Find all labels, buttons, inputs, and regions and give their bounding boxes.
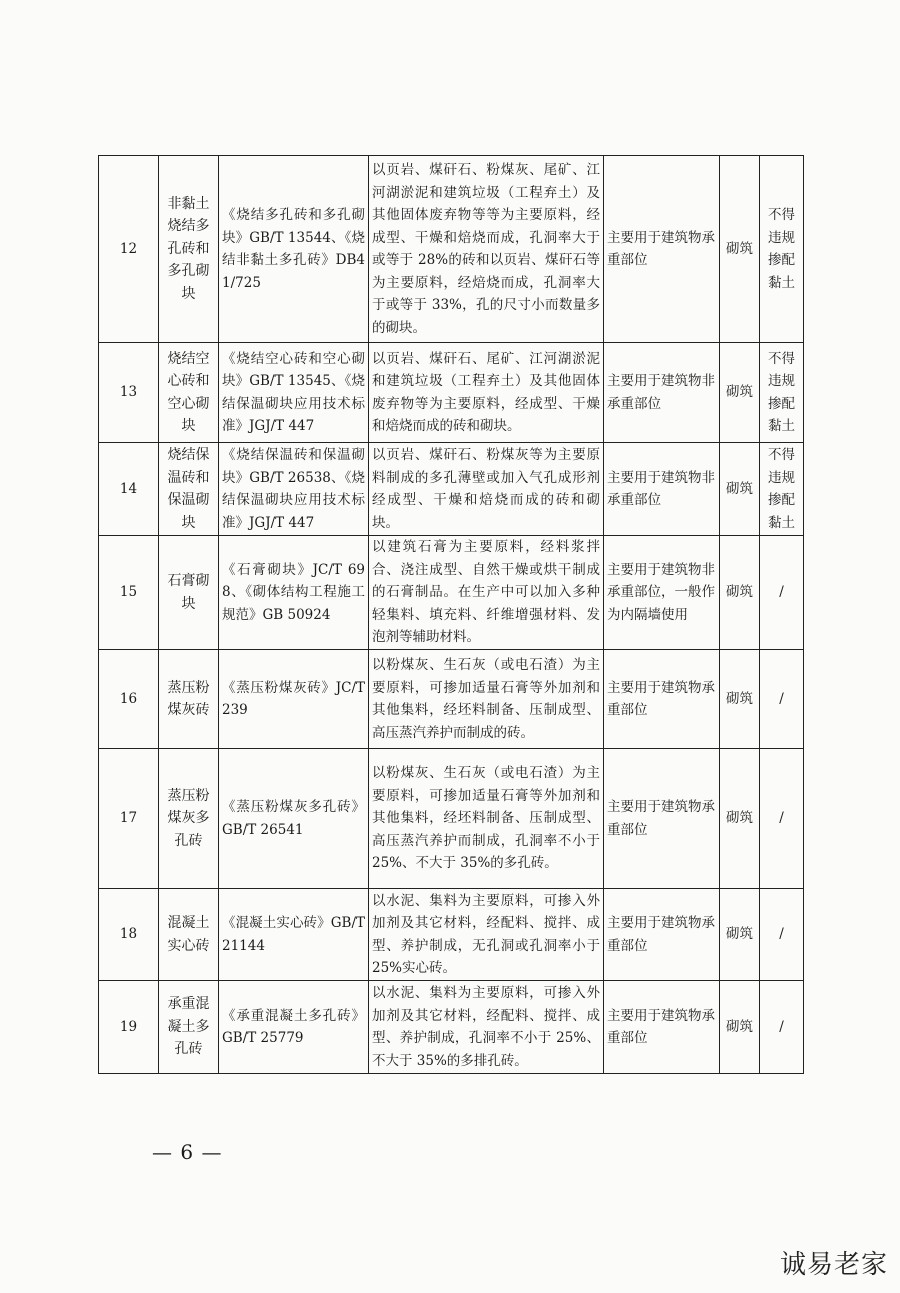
material-definition: 以页岩、煤矸石、尾矿、江河湖淤泥和建筑垃圾（工程弃土）及其他固体废弃物等为主要原料，经成型、干燥和焙烧而成的砖和砌块。 (369, 343, 604, 443)
requirement: 不得违规掺配黏土 (760, 343, 804, 443)
row-number: 19 (99, 981, 159, 1074)
usage-type: 砌筑 (720, 443, 760, 536)
material-name: 蒸压粉煤灰砖 (159, 650, 219, 749)
material-definition: 以粉煤灰、生石灰（或电石渣）为主要原料，可掺加适量石膏等外加剂和其他集料，经坯料制备、压制成型、高压蒸汽养护而制成的砖。 (369, 650, 604, 749)
watermark-text: 诚易老家 (779, 1250, 888, 1280)
usage-type: 砌筑 (720, 343, 760, 443)
application-scope: 主要用于建筑物承重部位 (604, 156, 720, 343)
row-number: 13 (99, 343, 159, 443)
table-row (99, 889, 804, 981)
material-name: 非黏土烧结多孔砖和多孔砌块 (159, 156, 219, 343)
application-scope: 主要用于建筑物承重部位 (604, 650, 720, 749)
material-name: 石膏砌块 (159, 536, 219, 650)
standard-reference: 《混凝土实心砖》GB/T 21144 (219, 889, 369, 981)
standard-reference: 《烧结空心砖和空心砌块》GB/T 13545、《烧结保温砌块应用技术标准》JGJ/T 447 (219, 343, 369, 443)
application-scope: 主要用于建筑物非承重部位，一般作为内隔墙使用 (604, 536, 720, 650)
application-scope: 主要用于建筑物非承重部位 (604, 343, 720, 443)
material-definition: 以建筑石膏为主要原料，经料浆拌合、浇注成型、自然干燥或烘干制成的石膏制品。在生产中可以加入多种轻集料、填充料、纤维增强材料、发泡剂等辅助材料。 (369, 536, 604, 650)
standard-reference: 《烧结保温砖和保温砌块》GB/T 26538、《烧结保温砌块应用技术标准》JGJ/T 447 (219, 443, 369, 536)
row-number: 12 (99, 156, 159, 343)
table-row (99, 443, 804, 536)
usage-type: 砌筑 (720, 889, 760, 981)
material-definition: 以页岩、煤矸石、粉煤灰等为主要原料制成的多孔薄壁或加入气孔成形剂经成型、干燥和焙烧而成的砖和砌块。 (369, 443, 604, 536)
standard-reference: 《烧结多孔砖和多孔砌块》GB/T 13544、《烧结非黏土多孔砖》DB41/725 (219, 156, 369, 343)
requirement: / (760, 536, 804, 650)
usage-type: 砌筑 (720, 536, 760, 650)
standard-reference: 《蒸压粉煤灰多孔砖》GB/T 26541 (219, 749, 369, 889)
requirement: / (760, 749, 804, 889)
material-name: 承重混凝土多孔砖 (159, 981, 219, 1074)
application-scope: 主要用于建筑物非承重部位 (604, 443, 720, 536)
row-number: 15 (99, 536, 159, 650)
page-number: — 6 — (152, 1140, 223, 1164)
application-scope: 主要用于建筑物承重部位 (604, 981, 720, 1074)
material-name: 混凝土实心砖 (159, 889, 219, 981)
table-row (99, 650, 804, 749)
material-definition: 以页岩、煤矸石、粉煤灰、尾矿、江河湖淤泥和建筑垃圾（工程弃土）及其他固体废弃物等等为主要原料，经成型、干燥和焙烧而成，孔洞率大于或等于 28%的砖和以页岩、煤矸石等为主要原料，经焙烧而成，孔洞率大于或等于 33%，孔的尺寸小而数量多的砌块。 (369, 156, 604, 343)
requirement: / (760, 650, 804, 749)
table-row (99, 156, 804, 343)
requirement: 不得违规掺配黏土 (760, 156, 804, 343)
material-definition: 以水泥、集料为主要原料，可掺入外加剂及其它材料，经配料、搅拌、成型、养护制成，孔洞率不小于 25%、不大于 35%的多排孔砖。 (369, 981, 604, 1074)
requirement: 不得违规掺配黏土 (760, 443, 804, 536)
usage-type: 砌筑 (720, 156, 760, 343)
requirement: / (760, 889, 804, 981)
row-number: 14 (99, 443, 159, 536)
material-name: 烧结空心砖和空心砌块 (159, 343, 219, 443)
row-number: 18 (99, 889, 159, 981)
usage-type: 砌筑 (720, 749, 760, 889)
standard-reference: 《石膏砌块》JC/T 698、《砌体结构工程施工规范》GB 50924 (219, 536, 369, 650)
usage-type: 砌筑 (720, 650, 760, 749)
row-number: 17 (99, 749, 159, 889)
material-name: 蒸压粉煤灰多孔砖 (159, 749, 219, 889)
usage-type: 砌筑 (720, 981, 760, 1074)
material-definition: 以水泥、集料为主要原料，可掺入外加剂及其它材料，经配料、搅拌、成型、养护制成，无孔洞或孔洞率小于 25%实心砖。 (369, 889, 604, 981)
table-row (99, 981, 804, 1074)
table-row (99, 536, 804, 650)
application-scope: 主要用于建筑物承重部位 (604, 749, 720, 889)
application-scope: 主要用于建筑物承重部位 (604, 889, 720, 981)
row-number: 16 (99, 650, 159, 749)
standard-reference: 《承重混凝土多孔砖》GB/T 25779 (219, 981, 369, 1074)
materials-table (98, 155, 804, 1074)
material-name: 烧结保温砖和保温砌块 (159, 443, 219, 536)
requirement: / (760, 981, 804, 1074)
material-definition: 以粉煤灰、生石灰（或电石渣）为主要原料，可掺加适量石膏等外加剂和其他集料，经坯料制备、压制成型、高压蒸汽养护而制成，孔洞率不小于 25%、不大于 35%的多孔砖。 (369, 749, 604, 889)
standard-reference: 《蒸压粉煤灰砖》JC/T 239 (219, 650, 369, 749)
table-row (99, 343, 804, 443)
table-row (99, 749, 804, 889)
